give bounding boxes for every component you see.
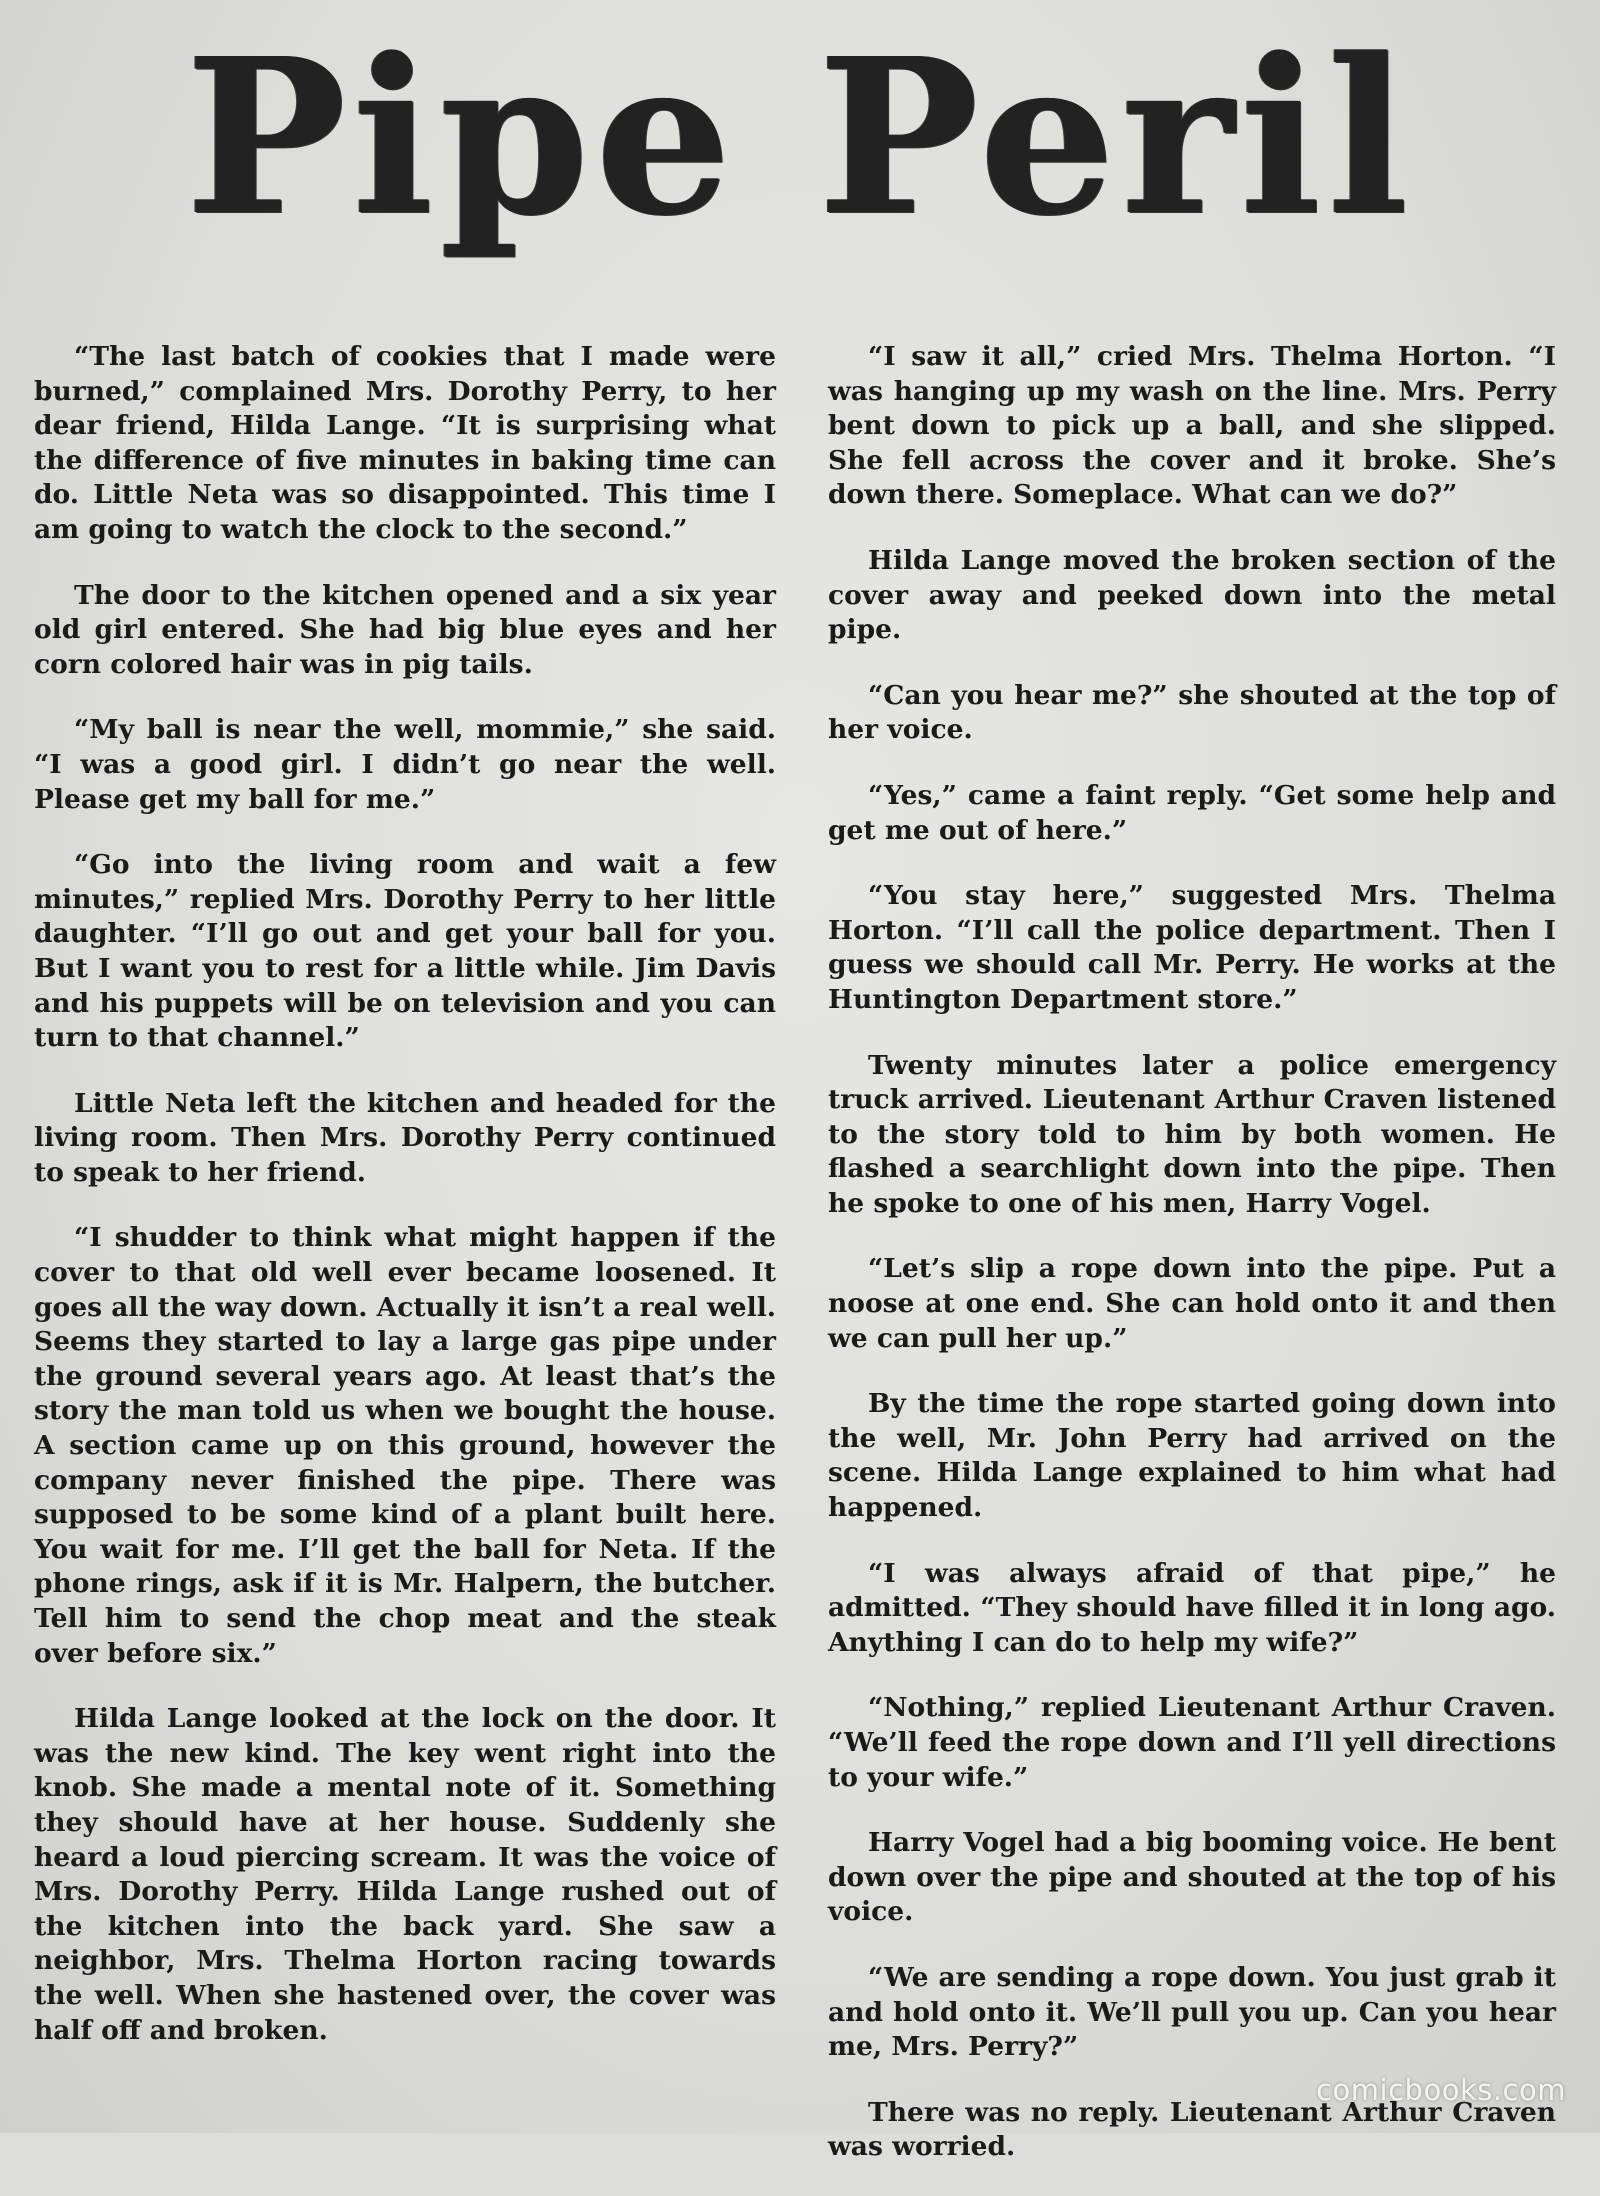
paragraph: The door to the kitchen opened and a six year old girl entered. She had big blue eyes and her corn colored hair was in pig tails. <box>34 579 776 680</box>
paragraph: “I saw it all,” cried Mrs. Thelma Horton. “I was hanging up my wash on the line. Mrs. Perry bent down to pick up a ball, and she slipped. She fell across the cover and it broke. She’s down there. Someplace. What can we do?” <box>828 341 1556 511</box>
paragraph: There was no reply. Lieutenant Arthur Craven was worried. <box>828 2096 1556 2163</box>
paragraph: “Go into the living room and wait a few minutes,” replied Mrs. Dorothy Perry to her little daughter. “I’ll go out and get your ball for you. But I want you to rest for a little while. Jim Davis and his puppets will be on television and you can turn to that channel.” <box>34 849 776 1054</box>
paragraph: “Yes,” came a faint reply. “Get some help and get me out of here.” <box>828 779 1556 846</box>
paragraph: Twenty minutes later a police emergency truck arrived. Lieutenant Arthur Craven listened to the story told to him by both women. He flashed a searchlight down into the pipe. Then he spoke to one of his men, Harry Vogel. <box>828 1049 1556 1219</box>
paragraph: “The last batch of cookies that I made were burned,” complained Mrs. Dorothy Perry, to her dear friend, Hilda Lange. “It is surprising what the difference of five minutes in baking time can do. Little Neta was so disappointed. This time I am going to watch the clock to the second.” <box>34 341 776 545</box>
paragraph: “You stay here,” suggested Mrs. Thelma Horton. “I’ll call the police department. Then I guess we should call Mr. Perry. He works at the Huntington Department store.” <box>828 880 1556 1015</box>
story-title: Pipe Peril <box>185 12 1415 263</box>
paragraph: “Can you hear me?” she shouted at the top of her voice. <box>828 679 1556 746</box>
paragraph: “Let’s slip a rope down into the pipe. Put a noose at one end. She can hold onto it and then we can pull her up.” <box>828 1253 1556 1354</box>
paragraph: Little Neta left the kitchen and headed for the living room. Then Mrs. Dorothy Perry continued to speak to her friend. <box>34 1087 776 1188</box>
watermark: comicbooks.com <box>1316 2073 1566 2107</box>
paragraph: Harry Vogel had a big booming voice. He bent down over the pipe and shouted at the top of his voice. <box>828 1827 1556 1928</box>
paragraph: “We are sending a rope down. You just grab it and hold onto it. We’ll pull you up. Can you hear me, Mrs. Perry?” <box>828 1961 1556 2063</box>
paragraph: Hilda Lange looked at the lock on the door. It was the new kind. The key went right into the knob. She made a mental note of it. Something they should have at her house. Suddenly she heard a loud piercing scream. It was the voice of Mrs. Dorothy Perry. Hilda Lange rushed out of the kitchen into the back yard. She saw a neighbor, Mrs. Thelma Horton racing towards the well. When she hastened over, the cover was half off and broken. <box>34 1703 776 2046</box>
paragraph: Hilda Lange moved the broken section of the cover away and peeked down into the metal pipe. <box>828 544 1556 646</box>
left-column <box>34 340 776 2079</box>
paragraph: “Nothing,” replied Lieutenant Arthur Craven. “We’ll feed the rope down and I’ll yell directions to your wife.” <box>828 1692 1556 1793</box>
paragraph: By the time the rope started going down into the well, Mr. John Perry had arrived on the scene. Hilda Lange explained to him what had happened. <box>828 1388 1556 1524</box>
paragraph: “I shudder to think what might happen if the cover to that old well ever became loosened. It goes all the way down. Actually it isn’t a real well. Seems they started to lay a large gas pipe under the ground several years ago. At least that’s the story the man told us when we bought the house. A section came up on this ground, however the company never finished the pipe. There was supposed to be some kind of a plant built here. You wait for me. I’ll get the ball for Neta. If the phone rings, ask if it is Mr. Halpern, the butcher. Tell him to send the chop meat and the steak over before six.” <box>34 1222 776 1669</box>
paragraph: “My ball is near the well, mommie,” she said. “I was a good girl. I didn’t go near the well. Please get my ball for me.” <box>34 714 776 815</box>
paragraph: “I was always afraid of that pipe,” he admitted. “They should have filled it in long ago. Anything I can do to help my wife?” <box>828 1557 1556 1658</box>
right-column <box>828 340 1556 2196</box>
